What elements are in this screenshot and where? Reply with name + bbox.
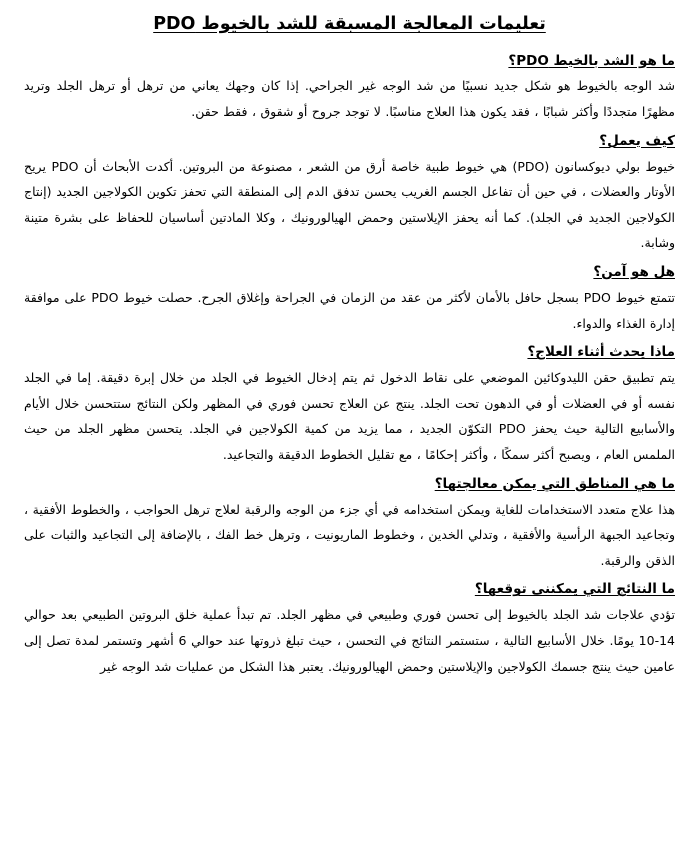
section-heading: كيف يعمل؟: [599, 132, 675, 149]
page-title: تعليمات المعالجة المسبقة للشد بالخيوط PDO: [153, 14, 546, 34]
section-treatable-areas: [24, 474, 675, 574]
section-paragraph: يتم تطبيق حقن الليدوكائين الموضعي على نقاط الدخول ثم يتم إدخال الخيوط في الجلد من خلال إبرة دقيقة. إما في الجلد نفسه أو في العضلات أو في الدهون تحت الجلد. ينتج عن العلاج تحسن فوري في المظهر ولكن النتائج ستتحسن خلال الأيام والأسابيع التالية حيث يحفز PDO التكوّن الجديد ، مما يزيد من كمية الكولاجين في الجلد. يتحسن مظهر الجلد من حيث الملمس العام ، ويصبح أكثر سمكًا ، وأكثر إحكامًا ، مع تقليل الخطوط الدقيقة والتجاعيد.: [24, 370, 675, 463]
section-heading: هل هو آمن؟: [593, 264, 675, 281]
section-paragraph: شد الوجه بالخيوط هو شكل جديد نسبيًا من شد الوجه غير الجراحي. إذا كان وجهك يعاني من ترهل أو ترهل الجلد وتريد مظهرًا متجددًا وأكثر شبابًا ، فقد يكون هذا العلاج مناسبًا. لا توجد جروح أو شقوق ، فقط حقن.: [24, 78, 675, 120]
section-paragraph: تتمتع خيوط PDO بسجل حافل بالأمان لأكثر من عقد من الزمان في الجراحة وإغلاق الجرح. حصلت خيوط PDO على موافقة إدارة الغذاء والدواء.: [24, 290, 675, 331]
section-heading: ما النتائج التي يمكننى توقعها؟: [474, 581, 675, 598]
section-heading: ما هو الشد بالخيط PDO؟: [508, 52, 675, 69]
section-paragraph: تؤدي علاجات شد الجلد بالخيوط إلى تحسن فوري وطبيعي في مظهر الجلد. تم تبدأ عملية خلق البروتين الطبيعي بعد حوالي 14-10 يومًا. خلال الأسابيع التالية ، ستستمر النتائج في التحسن ، حيث تبلغ ذروتها عند حوالي 6 أشهر وتستمر لمدة تصل إلى عامين حيث ينتج جسمك الكولاجين والإيلاستين وحمض الهيالورونيك. يعتبر هذا الشكل من عمليات شد الوجه غير: [24, 607, 675, 674]
section-what-is-pdo: [24, 51, 675, 125]
section-expected-results: [24, 579, 675, 679]
section-during-treatment: [24, 342, 675, 467]
section-paragraph: هذا علاج متعدد الاستخدامات للغاية ويمكن استخدامه في أي جزء من الوجه والرقبة لعلاج ترهل الحواجب ، والخطوط الأفقية ، وتجاعيد الجبهة الرأسية والأفقية ، وتدلي الخدين ، وخطوط الماريونيت ، وترهل خط الفك ، بالإضافة إلى التجاعيد والثبات على الذقن والرقبة.: [24, 501, 675, 568]
section-heading: ما هي المناطق التي يمكن معالجتها؟: [434, 475, 675, 492]
section-heading: ماذا يحدث أثناء العلاج؟: [527, 344, 675, 361]
section-is-it-safe: [24, 262, 675, 336]
section-how-it-works: [24, 131, 675, 256]
section-paragraph: خيوط بولي ديوكسانون (PDO) هي خيوط طبية خاصة أرق من الشعر ، مصنوعة من البروتين. أكدت الأبحاث أن PDO يريح الأوتار والعضلات ، في حين أن تفاعل الجسم الغريب يحسن تدفق الدم إلى المنطقة التي تحفز تكوين الكولاجين الجديد (إنتاج الكولاجين الجديد في الجلد). كما أنه يحفز الإيلاستين وحمض الهيالورونيك ، وكلا المادتين أساسيان للحفاظ على بشرة متينة وشابة.: [24, 158, 675, 251]
